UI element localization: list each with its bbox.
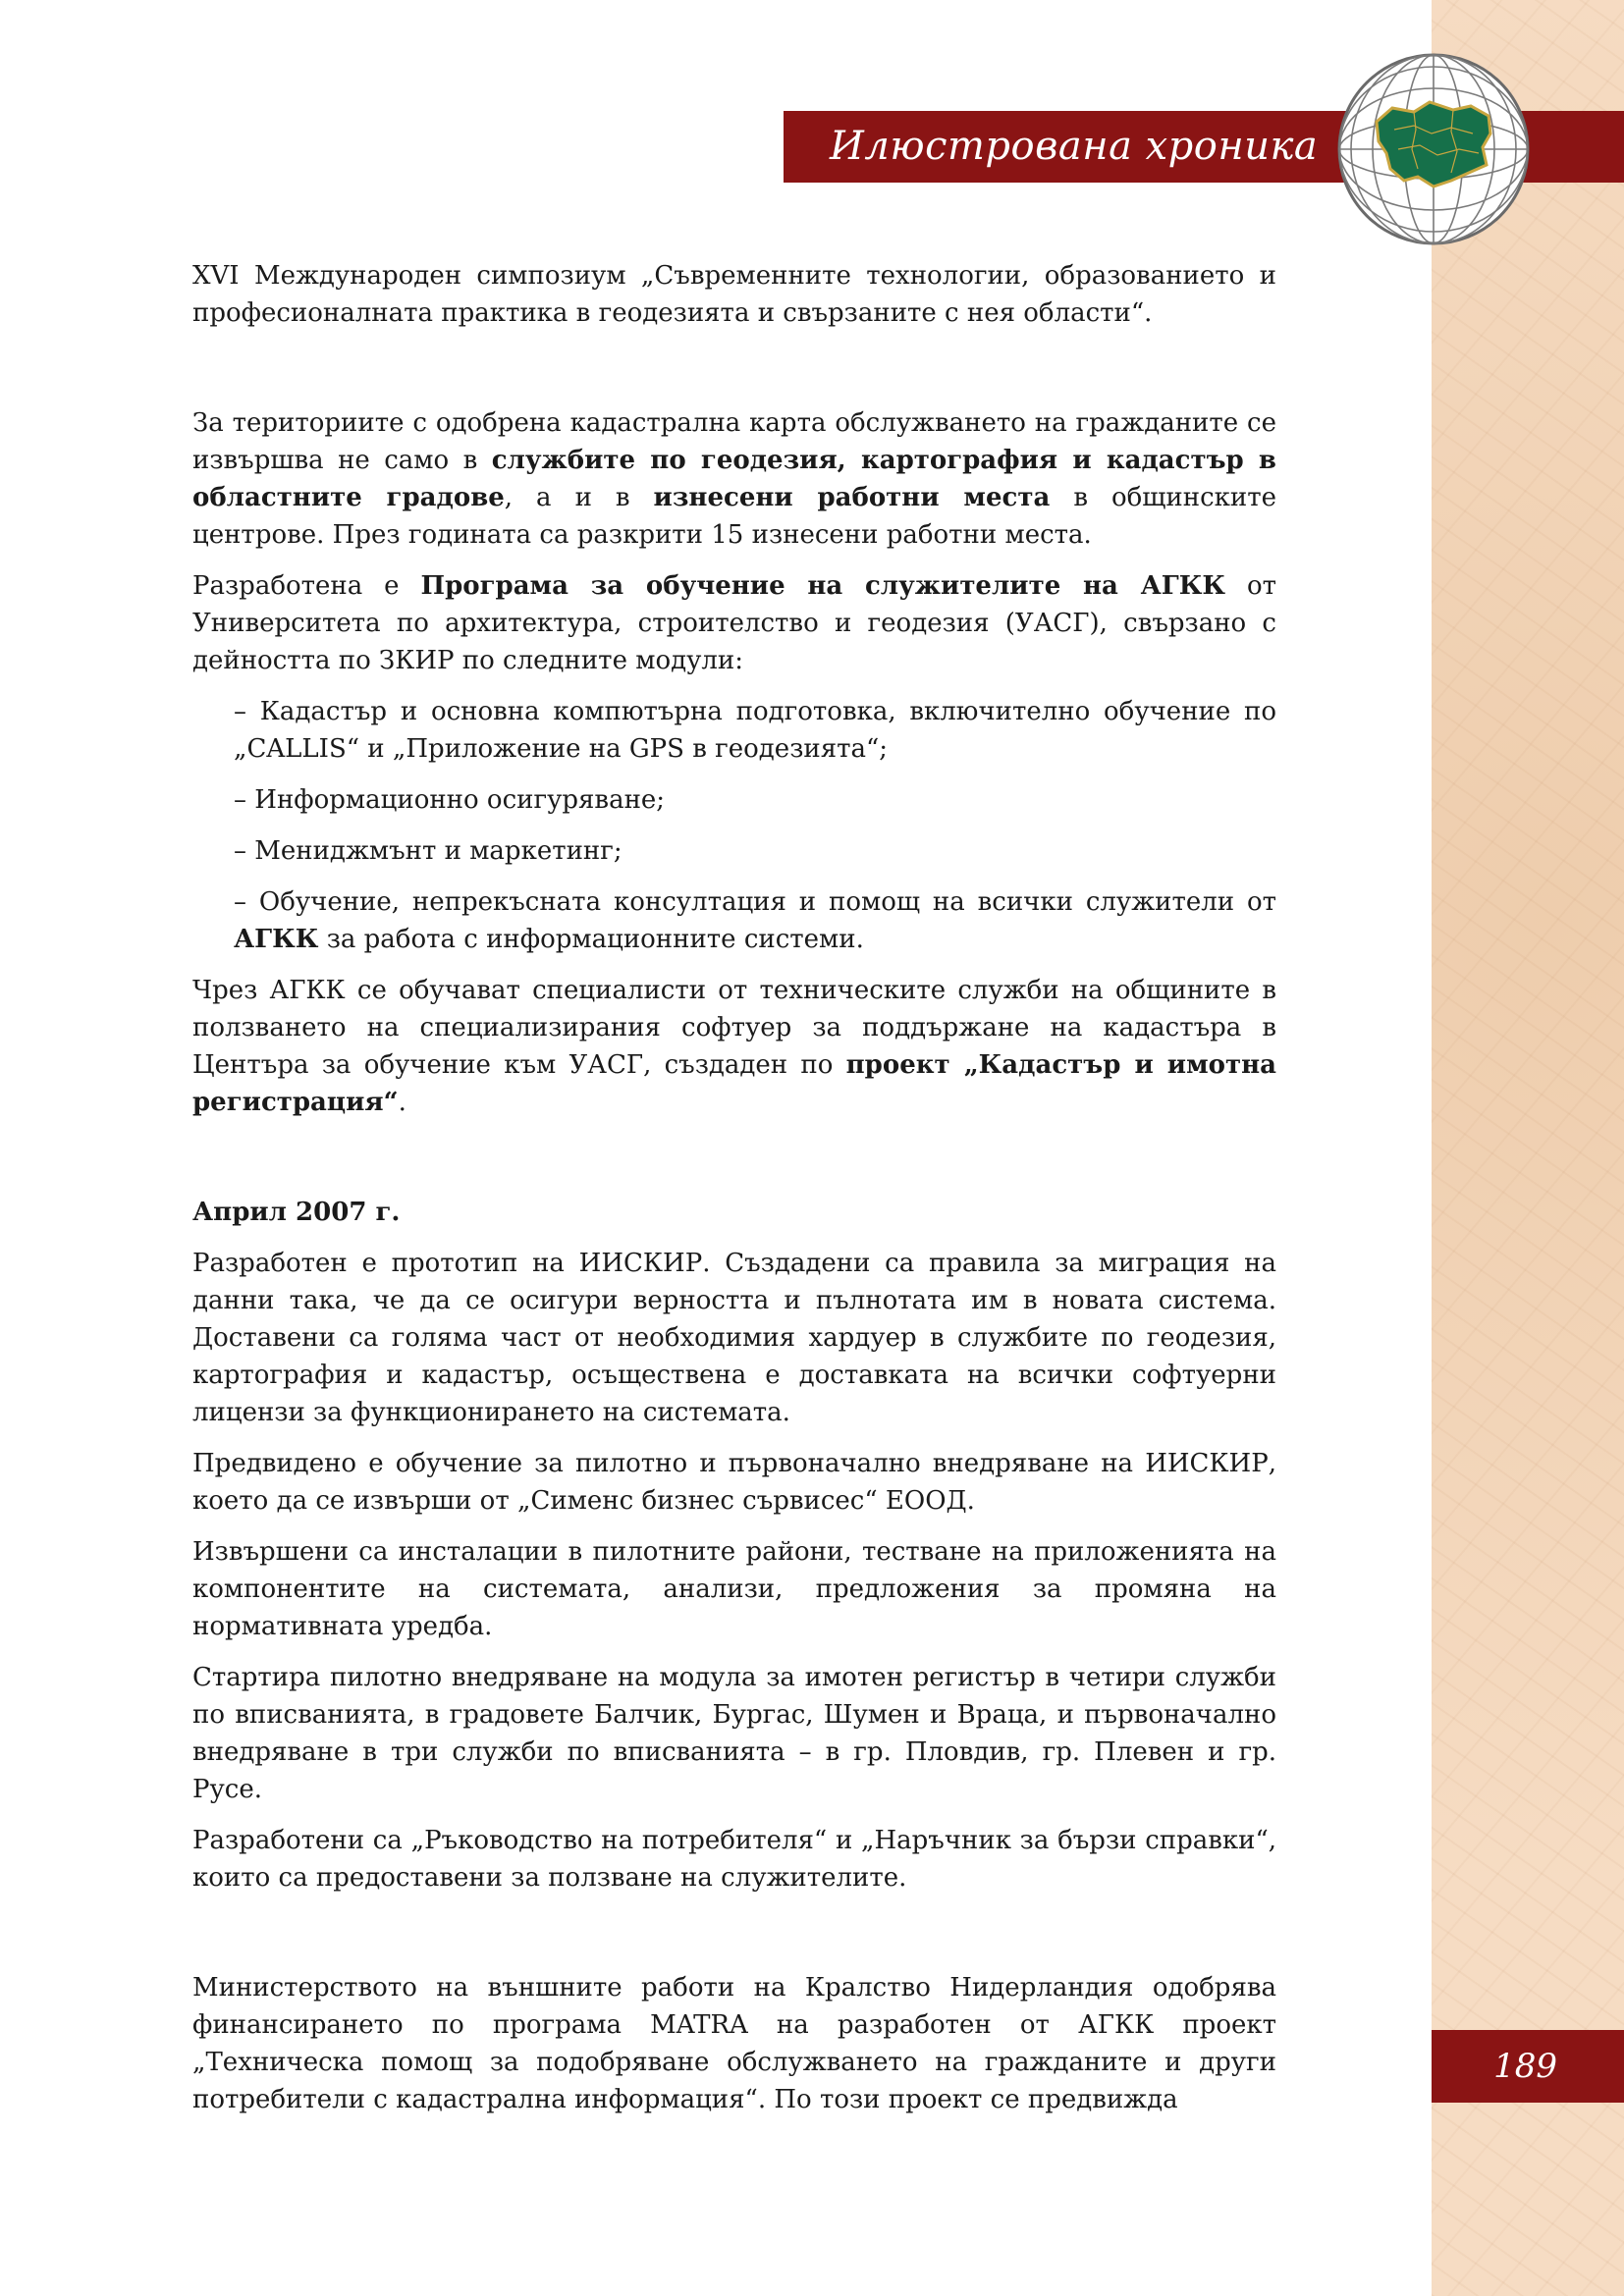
decorative-side-strip xyxy=(1432,0,1624,2296)
section-heading-april-2007: Април 2007 г. xyxy=(192,1198,401,1227)
globe-logo-icon xyxy=(1335,51,1532,247)
paragraph-matra-project: Министерството на външните работи на Кралство Нидерландия одобрява финансирането по програма MATRA на разработен от АГКК проект „Техническа помощ за подобряване обслужването на гражданите и други потребители с кадастрална информация“. По този проект се предвижда xyxy=(192,1973,1276,2114)
paragraph-installations: Извършени са инсталации в пилотните райони, тестване на приложенията на компонентите на системата, анализи, предложения за промяна на нормативната уредба. xyxy=(192,1537,1276,1641)
paragraph-symposium: XVI Международен симпозиум „Съвременните технологии, образованието и професионалната практика в геодезията и свързаните с нея области“. xyxy=(192,261,1276,328)
page-title: Илюстрована хроника xyxy=(830,124,1319,169)
list-item: – Кадастър и основна компютърна подготовка, включително обучение по „CALLIS“ и „Приложение на GPS в геодезията“; xyxy=(234,697,1276,764)
paragraph-pilot-rollout: Стартира пилотно внедряване на модула за имотен регистър в четири служби по вписванията, в градовете Балчик, Бургас, Шумен и Враца, и първоначално внедряване в три служби по вписванията – в гр. Пловдив, гр. Плевен и гр. Русе. xyxy=(192,1663,1276,1804)
paragraph-user-guides: Разработени са „Ръководство на потребителя“ и „Наръчник за бързи справки“, които са предоставени за ползване на служителите. xyxy=(192,1826,1276,1893)
list-item: – Обучение, непрекъсната консултация и помощ на всички служители от АГКК за работа с информационните системи. xyxy=(234,887,1276,954)
list-item: – Информационно осигуряване; xyxy=(234,785,666,815)
paragraph-municipal-training: Чрез АГКК се обучават специалисти от техническите служби на общините в ползването на специализирания софтуер за поддържане на кадастъра в Центъра за обучение към УАСГ, създаден по проект „Кадастър и имотна регистрация“. xyxy=(192,976,1276,1117)
paragraph-prototype: Разработен е прототип на ИИСКИР. Създадени са правила за миграция на данни така, че да се осигури верността и пълнотата им в новата система. Доставени са голяма част от необходимия хардуер в службите по геодезия, картография и кадастър, осъществена е доставката на всички софтуерни лицензи за функционирането на системата. xyxy=(192,1249,1276,1427)
paragraph-training-program: Разработена е Програма за обучение на служителите на АГКК от Университета по архитектура, строителство и геодезия (УАСГ), свързано с дейността по ЗКИР по следните модули: xyxy=(192,571,1276,675)
body-text xyxy=(192,257,1276,2118)
list-item: – Мениджмънт и маркетинг; xyxy=(234,836,623,866)
page-number: 189 xyxy=(1493,2047,1557,2086)
paragraph-pilot-training: Предвидено е обучение за пилотно и първоначално внедряване на ИИСКИР, което да се извърши от „Сименс бизнес сървисес“ ЕООД. xyxy=(192,1449,1276,1516)
paragraph-cadastral-services: За териториите с одобрена кадастрална карта обслужването на гражданите се извършва не само в службите по геодезия, картография и кадастър в областните градове, а и в изнесени работни места в общинските центрове. През годината са разкрити 15 изнесени работни места. xyxy=(192,408,1277,550)
